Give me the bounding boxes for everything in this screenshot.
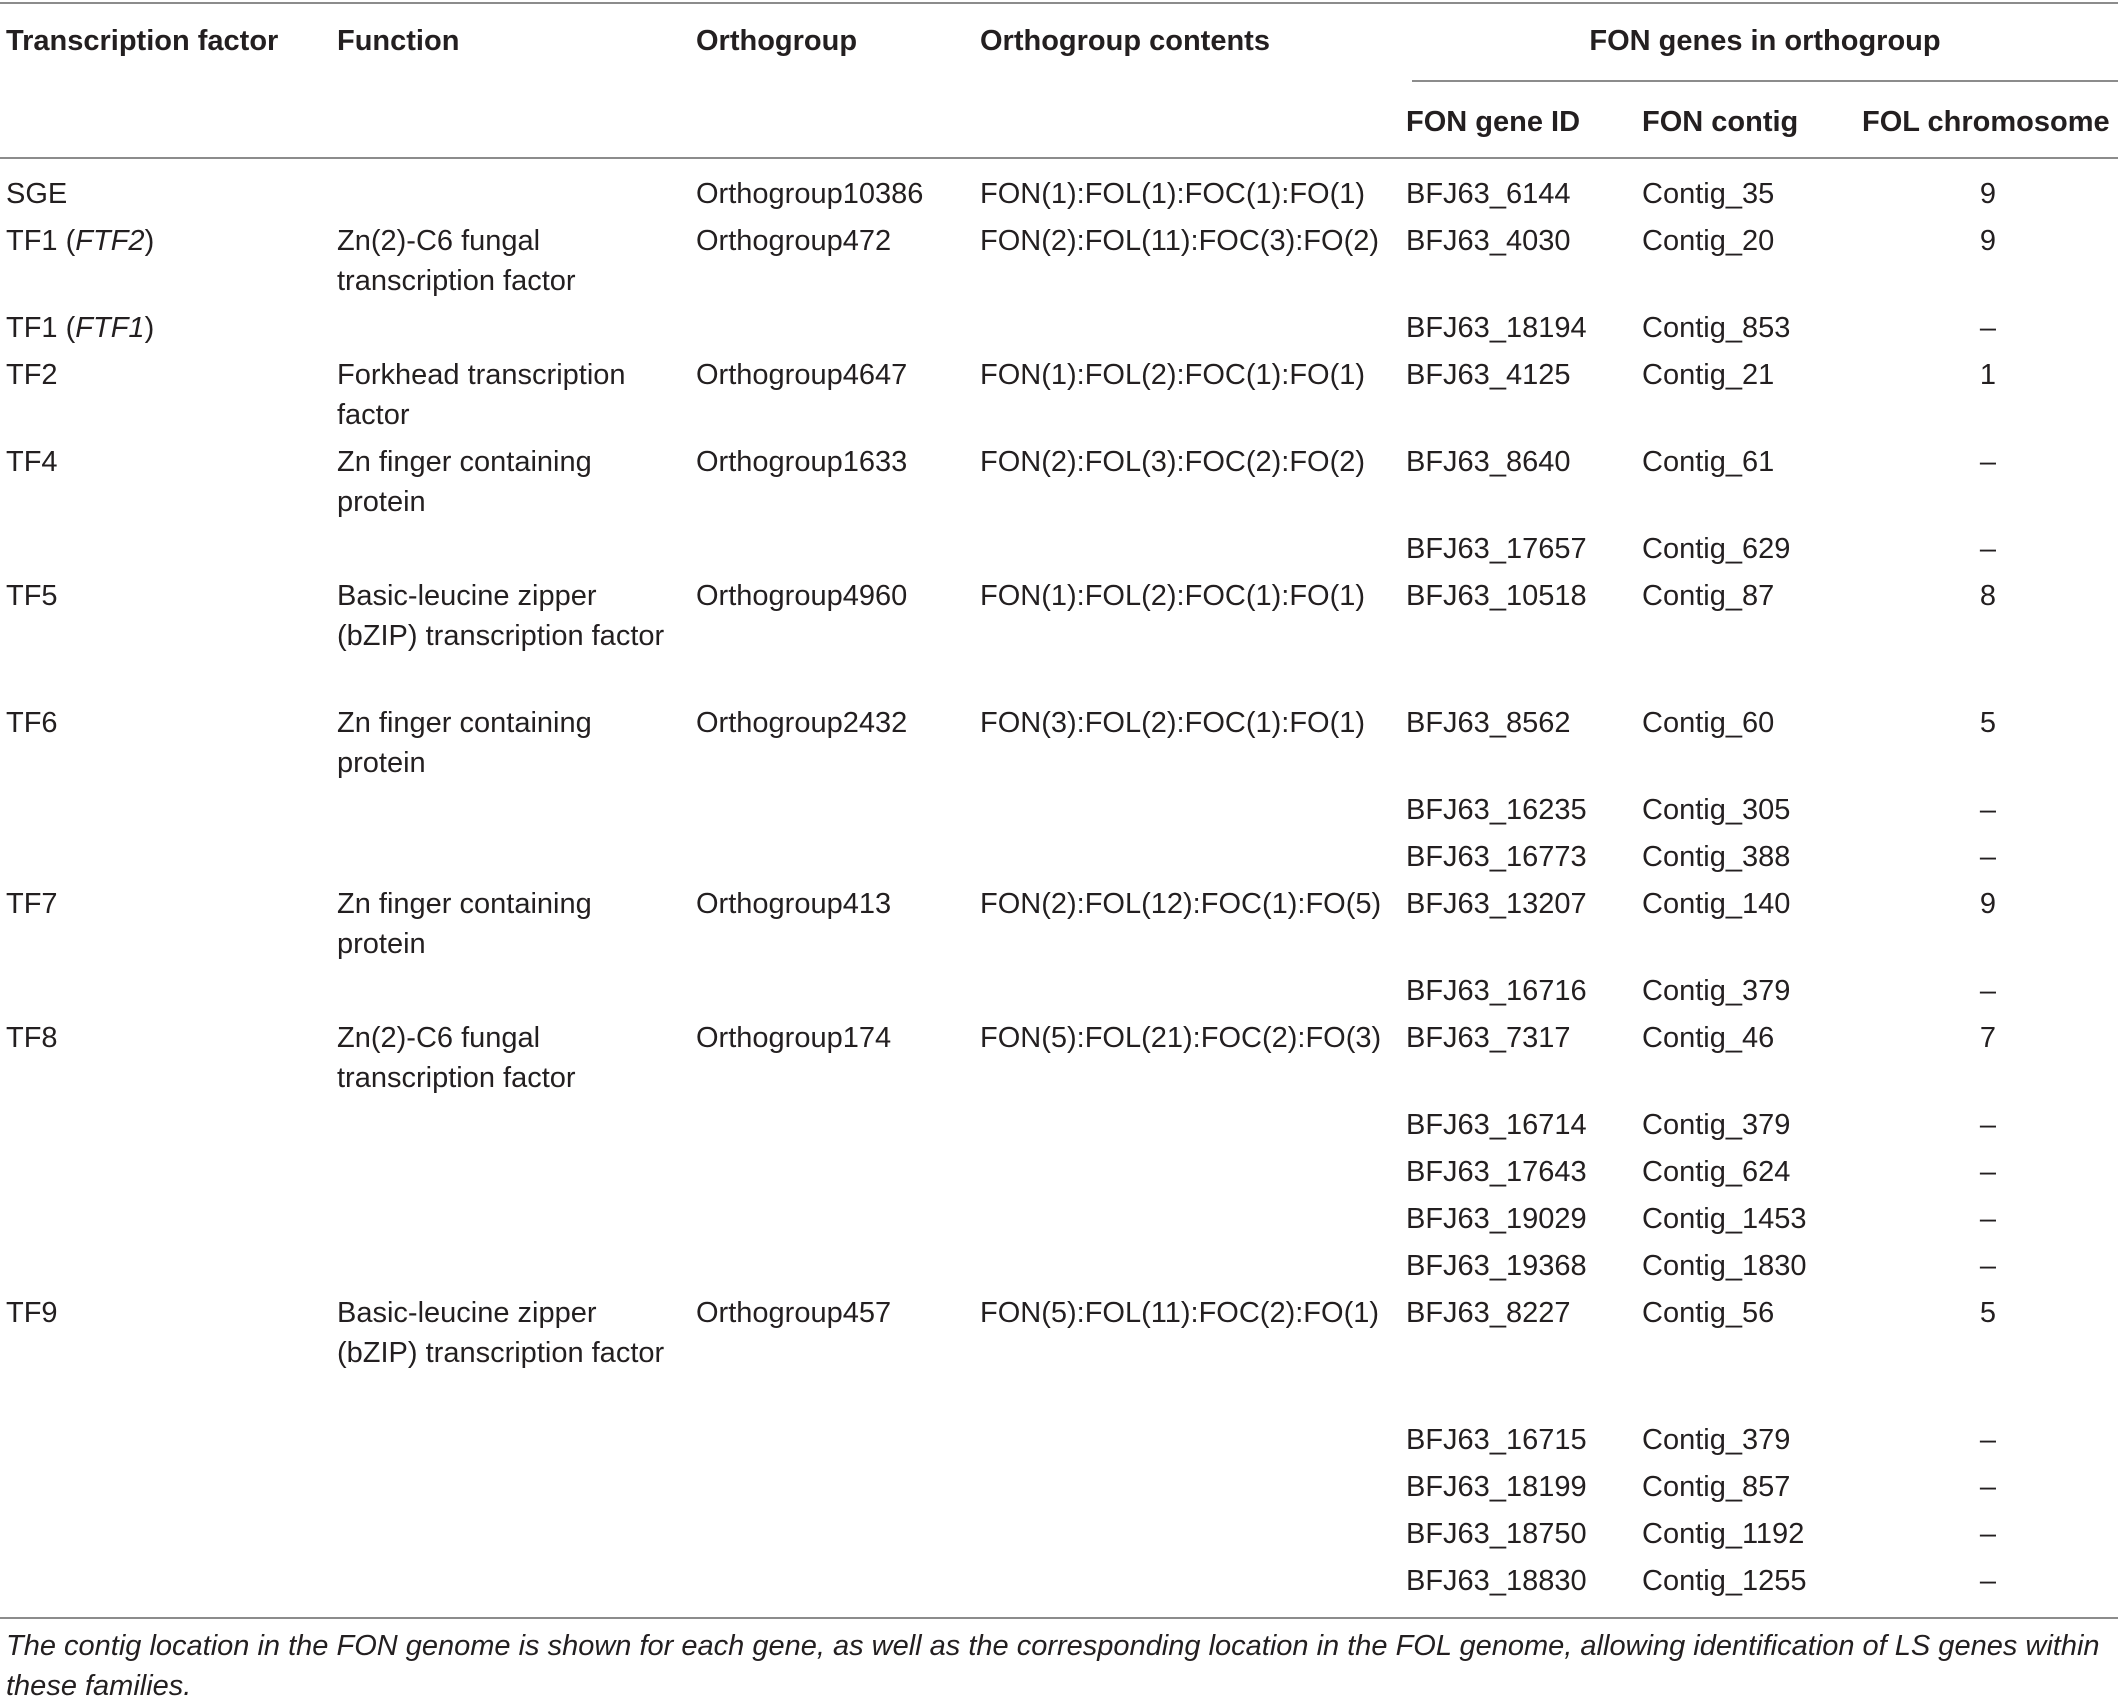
chromosome-cell: – [1979, 975, 1997, 1007]
chromosome-cell: 5 [1979, 707, 1997, 739]
orthogroup-contents-cell: FON(5):FOL(11):FOC(2):FO(1) [980, 1297, 1380, 1329]
contig-cell: Contig_56 [1642, 1297, 1775, 1329]
contig-cell: Contig_857 [1642, 1471, 1791, 1503]
contig-cell: Contig_140 [1642, 888, 1791, 920]
contig-cell: Contig_629 [1642, 533, 1791, 565]
orthogroup-contents-cell: FON(2):FOL(12):FOC(1):FO(5) [980, 888, 1382, 920]
tf-cell: TF1 (FTF1) [6, 312, 155, 344]
chromosome-cell: 9 [1979, 225, 1997, 257]
chromosome-cell: 9 [1979, 888, 1997, 920]
chromosome-cell: – [1979, 446, 1997, 478]
chromosome-cell: – [1979, 1250, 1997, 1282]
chromosome-cell: 7 [1979, 1022, 1997, 1054]
contig-cell: Contig_379 [1642, 1424, 1791, 1456]
header-fon-gene-id: FON gene ID [1406, 106, 1581, 138]
header-fon-contig: FON contig [1642, 106, 1799, 138]
header-transcription-factor: Transcription factor [6, 25, 279, 57]
chromosome-cell: – [1979, 794, 1997, 826]
gene-id-cell: BFJ63_16714 [1406, 1109, 1587, 1141]
header-fon-genes-in-orthogroup: FON genes in orthogroup [1589, 25, 1941, 57]
gene-id-cell: BFJ63_4030 [1406, 225, 1571, 257]
tf-gene-name: FTF1 [75, 312, 145, 344]
chromosome-cell: – [1979, 1518, 1997, 1550]
table-top-rule [0, 2, 2118, 4]
tf-cell: TF2 [6, 359, 58, 391]
gene-id-cell: BFJ63_17643 [1406, 1156, 1587, 1188]
gene-id-cell: BFJ63_8640 [1406, 446, 1571, 478]
header-orthogroup: Orthogroup [696, 25, 858, 57]
orthogroup-cell: Orthogroup4960 [696, 580, 908, 612]
gene-id-cell: BFJ63_19029 [1406, 1203, 1587, 1235]
chromosome-cell: – [1979, 533, 1997, 565]
header-orthogroup-contents: Orthogroup contents [980, 25, 1270, 57]
chromosome-cell: 1 [1979, 359, 1997, 391]
contig-cell: Contig_35 [1642, 178, 1775, 210]
function-cell: Forkhead transcription factor [337, 359, 626, 431]
contig-cell: Contig_1453 [1642, 1203, 1807, 1235]
function-cell: Zn finger containing protein [337, 446, 592, 518]
contig-cell: Contig_379 [1642, 975, 1791, 1007]
fon-genes-span-rule [1412, 80, 2118, 82]
contig-cell: Contig_20 [1642, 225, 1775, 257]
orthogroup-contents-cell: FON(5):FOL(21):FOC(2):FO(3) [980, 1022, 1382, 1054]
orthogroup-cell: Orthogroup10386 [696, 178, 924, 210]
header-bottom-rule [0, 157, 2118, 159]
gene-id-cell: BFJ63_16773 [1406, 841, 1587, 873]
gene-id-cell: BFJ63_18750 [1406, 1518, 1587, 1550]
orthogroup-cell: Orthogroup457 [696, 1297, 892, 1329]
chromosome-cell: – [1979, 1109, 1997, 1141]
contig-cell: Contig_46 [1642, 1022, 1775, 1054]
function-cell: Basic-leucine zipper (bZIP) transcription factor [337, 1297, 665, 1369]
gene-id-cell: BFJ63_18199 [1406, 1471, 1587, 1503]
function-cell: Zn finger containing protein [337, 888, 592, 960]
orthogroup-contents-cell: FON(3):FOL(2):FOC(1):FO(1) [980, 707, 1366, 739]
contig-cell: Contig_388 [1642, 841, 1791, 873]
tf-cell: TF1 (FTF2) [6, 225, 155, 257]
contig-cell: Contig_1192 [1642, 1518, 1805, 1550]
contig-cell: Contig_305 [1642, 794, 1791, 826]
tf-cell: TF5 [6, 580, 58, 612]
chromosome-cell: – [1979, 312, 1997, 344]
header-function: Function [337, 25, 460, 57]
chromosome-cell: – [1979, 841, 1997, 873]
chromosome-cell: 9 [1979, 178, 1997, 210]
orthogroup-cell: Orthogroup4647 [696, 359, 908, 391]
chromosome-cell: – [1979, 1565, 1997, 1597]
contig-cell: Contig_21 [1642, 359, 1775, 391]
contig-cell: Contig_61 [1642, 446, 1775, 478]
orthogroup-contents-cell: FON(1):FOL(2):FOC(1):FO(1) [980, 359, 1366, 391]
gene-id-cell: BFJ63_18830 [1406, 1565, 1587, 1597]
header-fol-chromosome: FOL chromosome [1862, 106, 2110, 138]
orthogroup-cell: Orthogroup174 [696, 1022, 892, 1054]
function-cell: Basic-leucine zipper (bZIP) transcription factor [337, 580, 665, 652]
function-cell: Zn finger containing protein [337, 707, 592, 779]
chromosome-cell: – [1979, 1156, 1997, 1188]
table-bottom-rule [0, 1617, 2118, 1619]
gene-id-cell: BFJ63_16715 [1406, 1424, 1587, 1456]
chromosome-cell: 8 [1979, 580, 1997, 612]
gene-id-cell: BFJ63_19368 [1406, 1250, 1587, 1282]
tf-cell: TF9 [6, 1297, 58, 1329]
contig-cell: Contig_624 [1642, 1156, 1791, 1188]
chromosome-cell: – [1979, 1471, 1997, 1503]
tf-cell: TF6 [6, 707, 58, 739]
function-cell: Zn(2)-C6 fungal transcription factor [337, 225, 576, 297]
chromosome-cell: 5 [1979, 1297, 1997, 1329]
orthogroup-contents-cell: FON(1):FOL(1):FOC(1):FO(1) [980, 178, 1366, 210]
gene-id-cell: BFJ63_18194 [1406, 312, 1587, 344]
gene-id-cell: BFJ63_16716 [1406, 975, 1587, 1007]
gene-id-cell: BFJ63_7317 [1406, 1022, 1571, 1054]
orthogroup-cell: Orthogroup2432 [696, 707, 908, 739]
gene-id-cell: BFJ63_16235 [1406, 794, 1587, 826]
orthogroup-contents-cell: FON(2):FOL(3):FOC(2):FO(2) [980, 446, 1366, 478]
orthogroup-contents-cell: FON(2):FOL(11):FOC(3):FO(2) [980, 225, 1380, 257]
contig-cell: Contig_60 [1642, 707, 1775, 739]
gene-id-cell: BFJ63_10518 [1406, 580, 1587, 612]
orthogroup-contents-cell: FON(1):FOL(2):FOC(1):FO(1) [980, 580, 1366, 612]
function-cell: Zn(2)-C6 fungal transcription factor [337, 1022, 576, 1094]
tf-cell: SGE [6, 178, 68, 210]
contig-cell: Contig_379 [1642, 1109, 1791, 1141]
tf-gene-name: FTF2 [75, 225, 145, 257]
chromosome-cell: – [1979, 1424, 1997, 1456]
orthogroup-cell: Orthogroup413 [696, 888, 892, 920]
gene-id-cell: BFJ63_17657 [1406, 533, 1587, 565]
gene-id-cell: BFJ63_13207 [1406, 888, 1587, 920]
orthogroup-cell: Orthogroup472 [696, 225, 892, 257]
table-footnote: The contig location in the FON genome is shown for each gene, as well as the corresponding location in the FOL genome, allowing identification of LS genes within these families. [6, 1630, 2100, 1702]
contig-cell: Contig_853 [1642, 312, 1791, 344]
tf-cell: TF4 [6, 446, 58, 478]
orthogroup-cell: Orthogroup1633 [696, 446, 908, 478]
gene-id-cell: BFJ63_8562 [1406, 707, 1571, 739]
gene-id-cell: BFJ63_6144 [1406, 178, 1571, 210]
tf-cell: TF8 [6, 1022, 58, 1054]
gene-id-cell: BFJ63_4125 [1406, 359, 1571, 391]
contig-cell: Contig_1255 [1642, 1565, 1807, 1597]
contig-cell: Contig_1830 [1642, 1250, 1807, 1282]
chromosome-cell: – [1979, 1203, 1997, 1235]
contig-cell: Contig_87 [1642, 580, 1775, 612]
tf-cell: TF7 [6, 888, 58, 920]
gene-id-cell: BFJ63_8227 [1406, 1297, 1571, 1329]
